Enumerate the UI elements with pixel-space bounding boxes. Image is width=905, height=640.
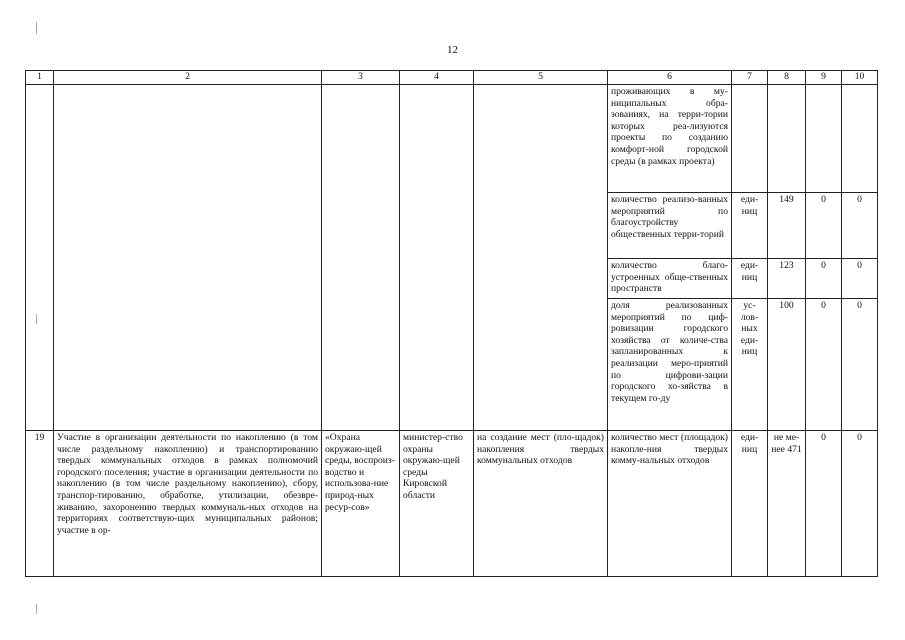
indicator-cell: количество благо-устроенных обще-ственных пространств xyxy=(608,259,732,299)
program-cell: «Охрана окружаю-щей среды, воспроиз-водство и использова-ние природ-ных ресур-сов» xyxy=(322,431,400,577)
value-cell xyxy=(768,85,806,193)
scan-mark-top xyxy=(36,22,37,34)
purpose-cell xyxy=(474,85,608,431)
unit-cell: еди-ниц xyxy=(732,431,768,577)
value-cell: 0 xyxy=(842,431,878,577)
unit-cell: еди-ниц xyxy=(732,193,768,259)
value-cell xyxy=(806,85,842,193)
value-cell xyxy=(842,85,878,193)
unit-cell: еди-ниц xyxy=(732,259,768,299)
program-cell xyxy=(322,85,400,431)
header-col-10: 10 xyxy=(842,71,878,85)
page-number: 12 xyxy=(447,44,458,56)
row-number-cell: 19 xyxy=(26,431,54,577)
indicator-cell: количество реализо-ванных мероприятий по благоустройству общественных терри-торий xyxy=(608,193,732,259)
header-col-5: 5 xyxy=(474,71,608,85)
scan-mark-bottom xyxy=(36,604,37,614)
value-cell: 100 xyxy=(768,299,806,431)
row-number-cell xyxy=(26,85,54,431)
value-cell: 0 xyxy=(842,259,878,299)
agency-cell xyxy=(400,85,474,431)
value-cell: 0 xyxy=(842,299,878,431)
table-row xyxy=(26,85,878,193)
table-header-row xyxy=(26,71,878,85)
table-row xyxy=(26,431,878,577)
agency-cell: министер-ство охраны окружаю-щей среды Кировской области xyxy=(400,431,474,577)
unit-cell: ус-лов-ных еди-ниц xyxy=(732,299,768,431)
header-col-4: 4 xyxy=(400,71,474,85)
unit-cell xyxy=(732,85,768,193)
header-col-6: 6 xyxy=(608,71,732,85)
value-cell: 0 xyxy=(806,431,842,577)
value-cell: 123 xyxy=(768,259,806,299)
header-col-3: 3 xyxy=(322,71,400,85)
value-cell: не ме-нее 471 xyxy=(768,431,806,577)
task-cell: Участие в организации деятельности по накоплению (в том числе раздельному накоплению) и транспортированию твердых коммунальных отходов в рамках полномочий городского поселения; участие в организации деятельности по накоплению (в том числе раздельному накоплению), сбору, транспор-тированию, обработке, утилизации, обезвре-живанию, захоронению твердых коммуналь-ных отходов на территориях соответствую-щих муниципальных районов; участие в ор- xyxy=(54,431,322,577)
purpose-cell: на создание мест (пло-щадок) накопления твердых коммунальных отходов xyxy=(474,431,608,577)
header-col-1: 1 xyxy=(26,71,54,85)
header-col-8: 8 xyxy=(768,71,806,85)
header-col-2: 2 xyxy=(54,71,322,85)
program-table xyxy=(25,70,878,577)
indicator-cell: проживающих в му-ниципальных обра-зованиях, на терри-тории которых реа-лизуются проекты по созданию комфорт-ной городской среды (в рамках проекта) xyxy=(608,85,732,193)
value-cell: 0 xyxy=(806,259,842,299)
header-col-9: 9 xyxy=(806,71,842,85)
indicator-cell: количество мест (площадок) накопле-ния твердых комму-нальных отходов xyxy=(608,431,732,577)
value-cell: 149 xyxy=(768,193,806,259)
value-cell: 0 xyxy=(806,193,842,259)
task-cell xyxy=(54,85,322,431)
header-col-7: 7 xyxy=(732,71,768,85)
value-cell: 0 xyxy=(842,193,878,259)
value-cell: 0 xyxy=(806,299,842,431)
indicator-cell: доля реализованных мероприятий по циф-ровизации городского хозяйства от количе-ства запланированных к реализации меро-приятий по цифрови-зации городского хо-зяйства в текущем го-ду xyxy=(608,299,732,431)
